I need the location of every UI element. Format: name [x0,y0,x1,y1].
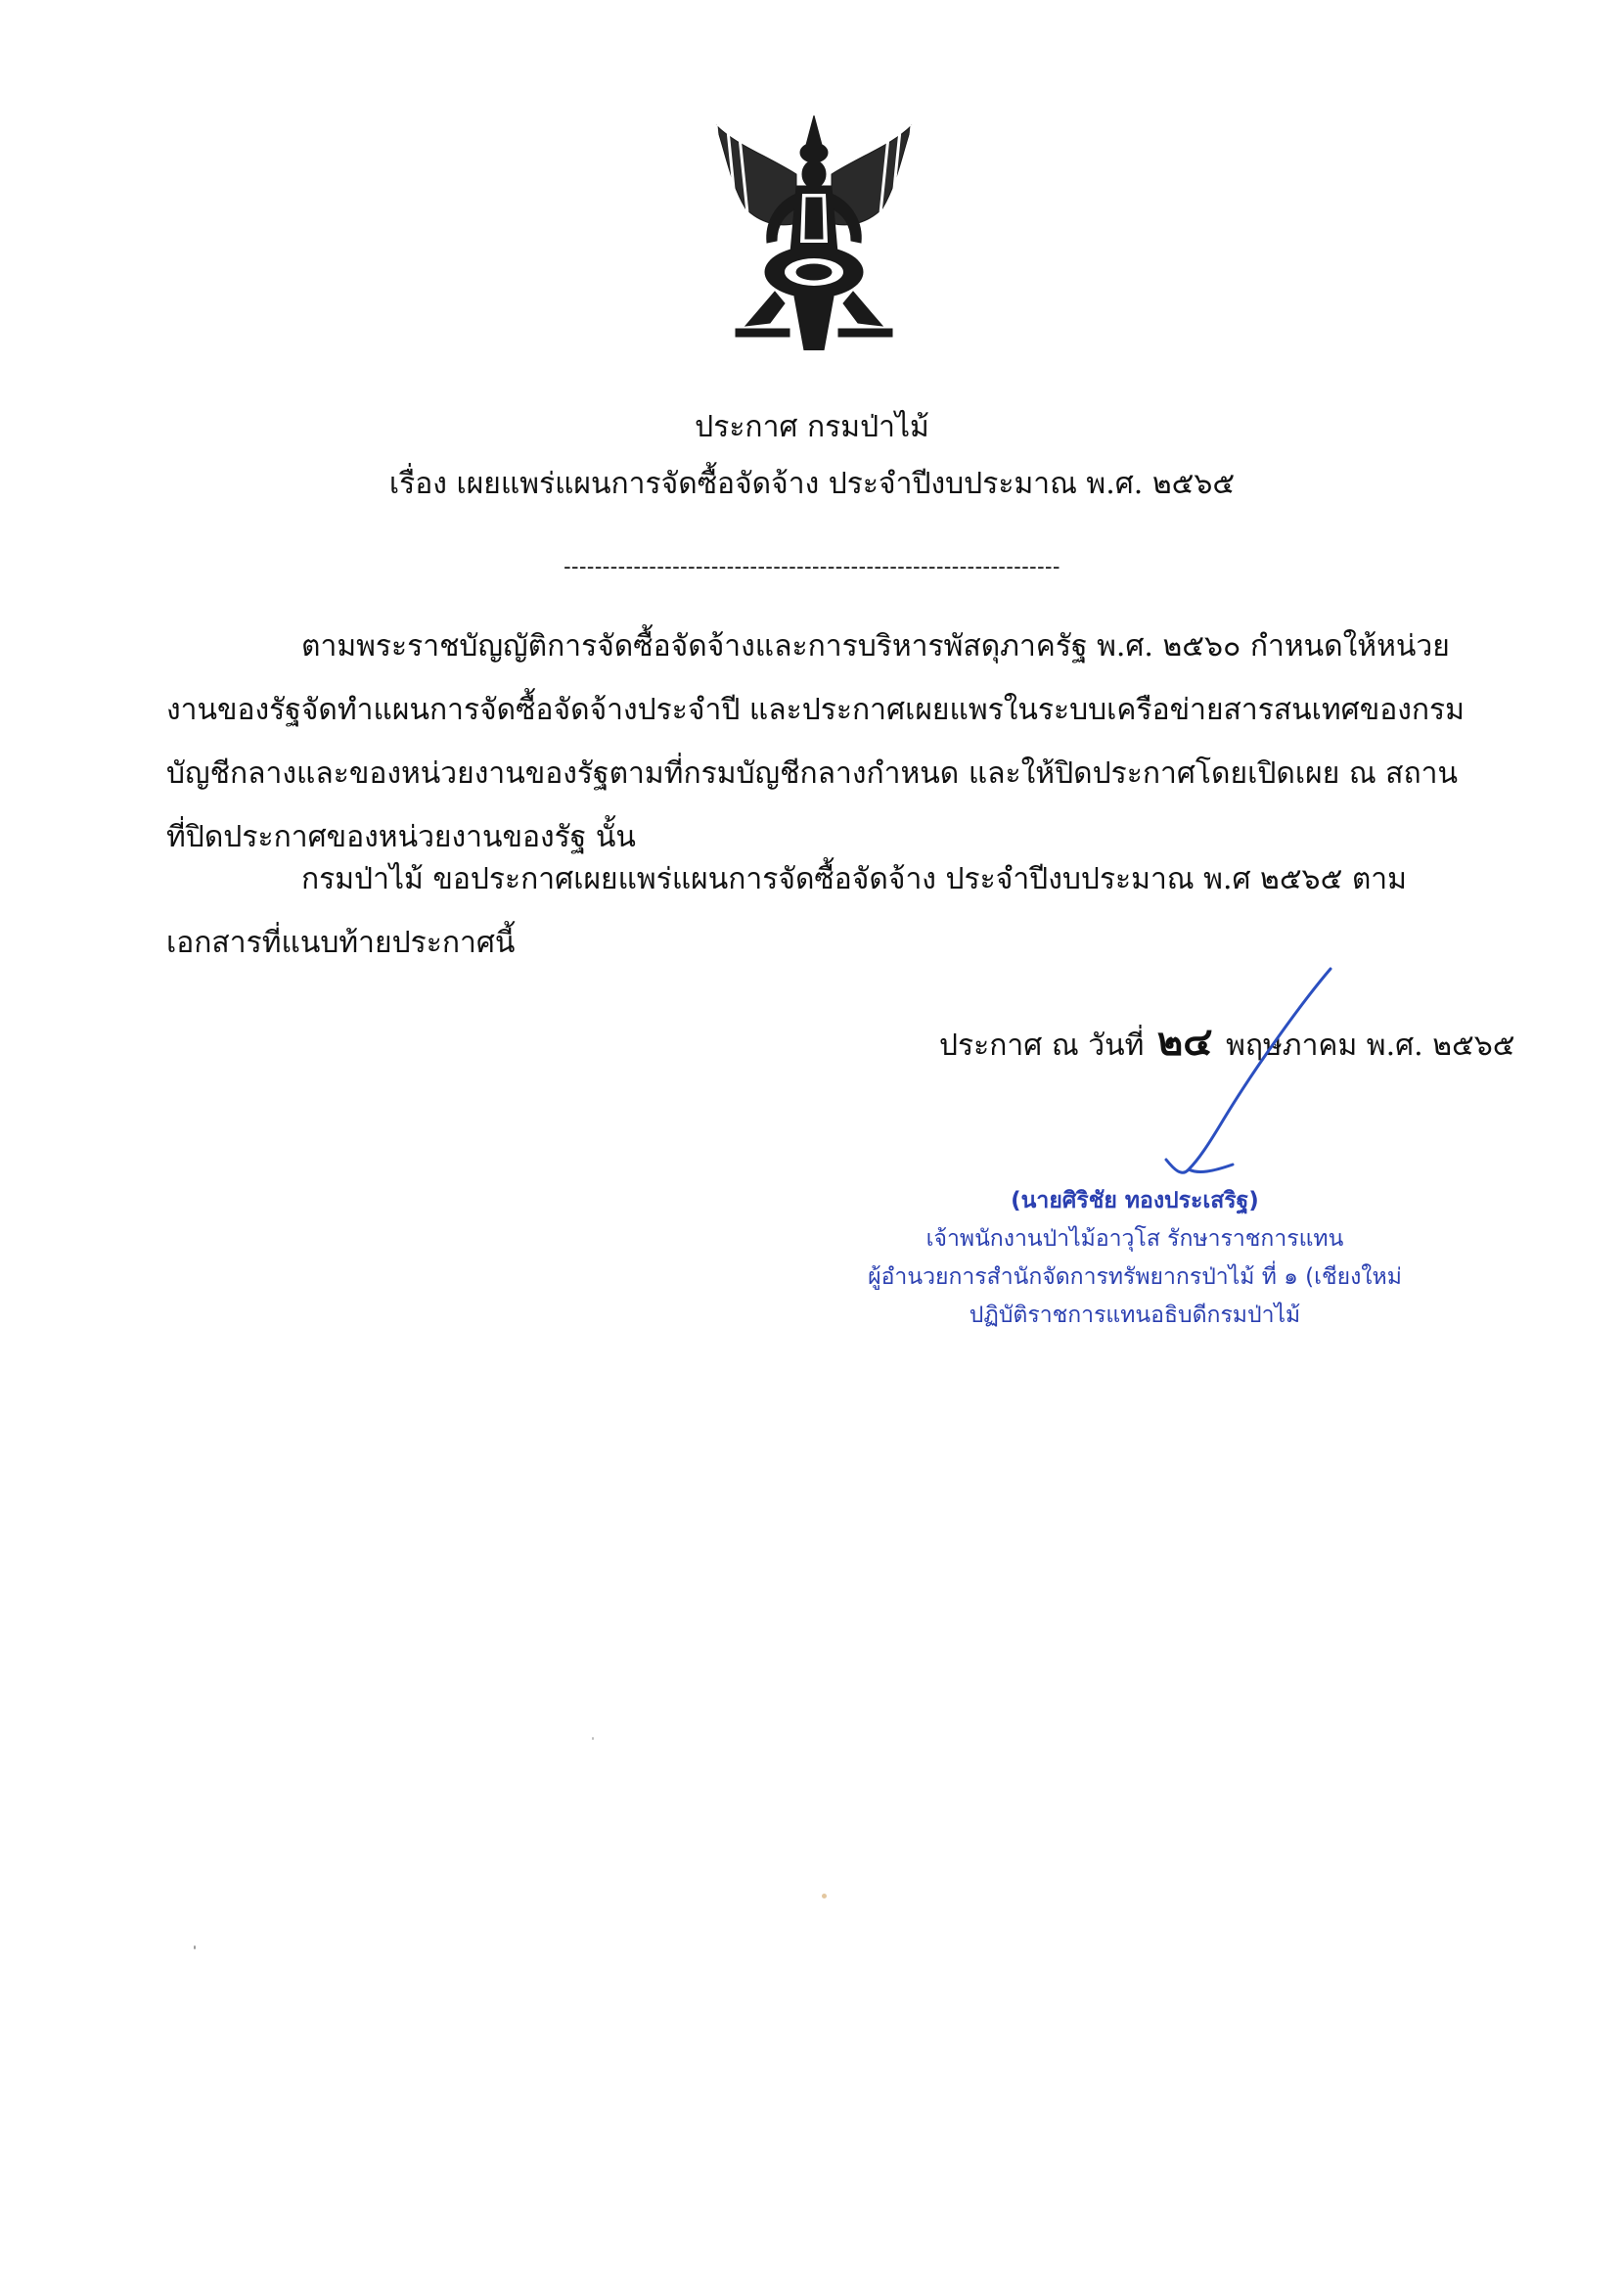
divider-line: ---------------------------------------------------------------- [564,555,1060,579]
signatory-position-2: ผู้อำนวยการสำนักจัดการทรัพยากรป่าไม้ ที่ ๑ (เชียงใหม่ [868,1264,1402,1290]
signatory-name: (นายศิริชัย ทองประเสริฐ) [1011,1188,1259,1213]
body-paragraph-1 [166,615,1467,869]
body-paragraph-2-text: กรมป่าไม้ ขอประกาศเผยแพร่แผนการจัดซื้อจัดจ้าง ประจำปีงบประมาณ พ.ศ ๒๕๖๕ ตามเอกสารที่แนบท้ายประกาศนี้ [166,862,1407,960]
date-month-year: พฤษภาคม พ.ศ. ๒๕๖๕ [1226,1029,1515,1063]
date-prefix: ประกาศ ณ วันที่ [939,1029,1145,1063]
body-paragraph-2 [166,847,1467,975]
announcement-title: ประกาศ กรมป่าไม้ [695,410,929,444]
signatory-position-1: เจ้าพนักงานป่าไม้อาวุโส รักษาราชการแทน [925,1226,1344,1252]
date-day-handwritten: ๒๔ [1156,1020,1213,1065]
scan-speck [194,1945,196,1949]
signatory-position-3: ปฏิบัติราชการแทนอธิบดีกรมป่าไม้ [969,1303,1301,1328]
scan-speck [592,1737,594,1740]
body-paragraph-1-text: ตามพระราชบัญญัติการจัดซื้อจัดจ้างและการบริหารพัสดุภาครัฐ พ.ศ. ๒๕๖๐ กำหนดให้หน่วยงานของรัฐจัดทำแผนการจัดซื้อจัดจ้างประจำปี และประกาศเผยแพรในระบบเครือข่ายสารสนเทศของกรมบัญชีกลางและของหน่วยงานของรัฐตามที่กรมบัญชีกลางกำหนด และให้ปิดประกาศโดยเปิดเผย ณ สถานที่ปิดประกาศของหน่วยงานของรัฐ นั้น [166,629,1465,854]
announcement-subject: เรื่อง เผยแพร่แผนการจัดซื้อจัดจ้าง ประจำปีงบประมาณ พ.ศ. ๒๕๖๕ [388,467,1236,501]
scan-speck [822,1894,827,1898]
garuda-emblem [706,115,922,350]
signatory-block [832,1182,1438,1335]
handwritten-signature [1076,964,1370,1199]
